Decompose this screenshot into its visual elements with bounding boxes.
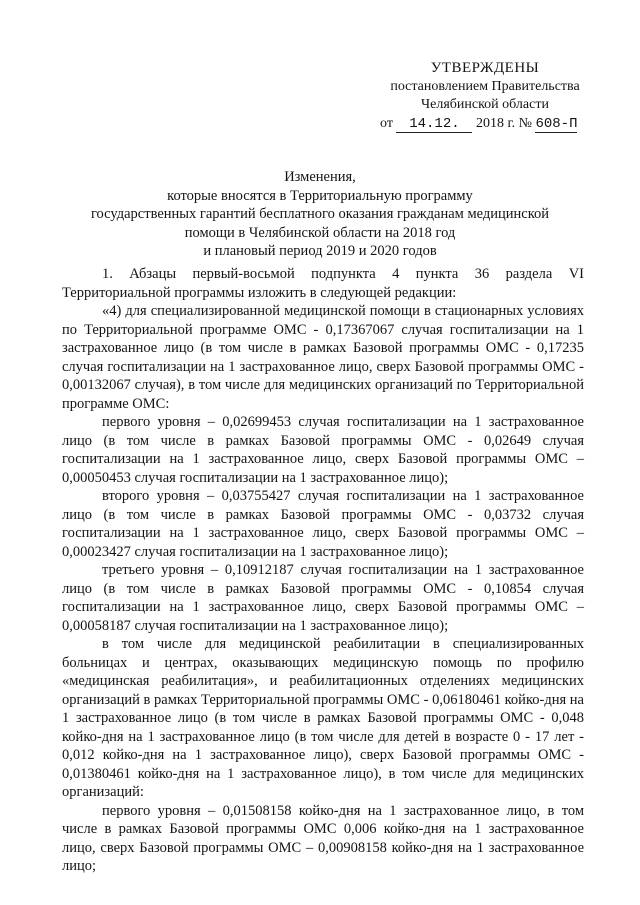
title-line-5: и плановый период 2019 и 2020 годов [203, 243, 437, 259]
document-title [60, 168, 580, 261]
approval-date-line [360, 114, 610, 134]
date-prefix: от [380, 116, 393, 131]
document-number: 608-П [535, 116, 578, 132]
approval-line-1: постановлением Правительства [390, 79, 580, 94]
paragraph-7: первого уровня – 0,01508158 койко-дня на 1 застрахованное лицо, в том числе в рамках Базовой программы ОМС 0,006 койко-дня на 1 застрахованное лицо, сверх Базовой программы ОМС – 0,00908158 койко-дня на 1 застрахованное лицо; [62, 802, 584, 874]
approval-block [360, 58, 610, 134]
paragraph-1: 1. Абзацы первый-восьмой подпункта 4 пункта 36 раздела VI Территориальной программы изложить в следующей редакции: [62, 266, 584, 301]
paragraph-4: второго уровня – 0,03755427 случая госпитализации на 1 застрахованное лицо (в том числе в рамках Базовой программы ОМС - 0,03732 случая госпитализации на 1 застрахованное лицо, сверх Базовой программы ОМС – 0,00023427 случая госпитализации на 1 застрахованное лицо); [62, 488, 584, 560]
paragraph-5: третьего уровня – 0,10912187 случая госпитализации на 1 застрахованное лицо (в том числе в рамках Базовой программы ОМС - 0,10854 случая госпитализации на 1 застрахованное лицо, сверх Базовой программы ОМС – 0,00058187 случая госпитализации на 1 застрахованное лицо); [62, 562, 584, 634]
paragraph-3: первого уровня – 0,02699453 случая госпитализации на 1 застрахованное лицо (в том числе в рамках Базовой программы ОМС - 0,02649 случая госпитализации на 1 застрахованное лицо, сверх Базовой программы ОМС – 0,00050453 случая госпитализации на 1 застрахованное лицо); [62, 414, 584, 486]
paragraph-6: в том числе для медицинской реабилитации в специализированных больницах и центрах, оказывающих медицинскую помощь по профилю «медицинская реабилитация», и реабилитационных отделениях медицинских организаций в рамках Территориальной программы ОМС - 0,06180461 койко-дня на 1 застрахованное лицо (в том числе в рамках Базовой программы ОМС - 0,048 койко-дня на 1 застрахованное лицо (в том числе для детей в возрасте 0 - 17 лет - 0,012 койко-дня на 1 застрахованное лицо), сверх Базовой программы ОМС - 0,01380461 койко-дня на 1 застрахованное лицо), в том числе для медицинских организаций: [62, 636, 584, 800]
date-value: 14.12. [396, 116, 472, 133]
approval-line-2: Челябинской области [421, 97, 549, 112]
paragraph-2: «4) для специализированной медицинской помощи в стационарных условиях по Территориальной программе ОМС - 0,17367067 случая госпитализации на 1 застрахованное лицо (в том числе в рамках Базовой программы ОМС - 0,17235 случая госпитализации на 1 застрахованное лицо, сверх Базовой программы ОМС - 0,00132067 случая), в том числе для медицинских организаций по Территориальной программе ОМС: [62, 303, 584, 412]
approval-heading: УТВЕРЖДЕНЫ [430, 60, 540, 76]
title-line-1: Изменения, [284, 169, 356, 185]
title-line-3: государственных гарантий бесплатного оказания гражданам медицинской [90, 206, 550, 222]
document-body [62, 265, 584, 876]
title-line-4: помощи в Челябинской области на 2018 год [184, 224, 456, 241]
date-year: 2018 г. № [475, 116, 532, 131]
title-line-2: которые вносятся в Территориальную программу [167, 187, 473, 204]
